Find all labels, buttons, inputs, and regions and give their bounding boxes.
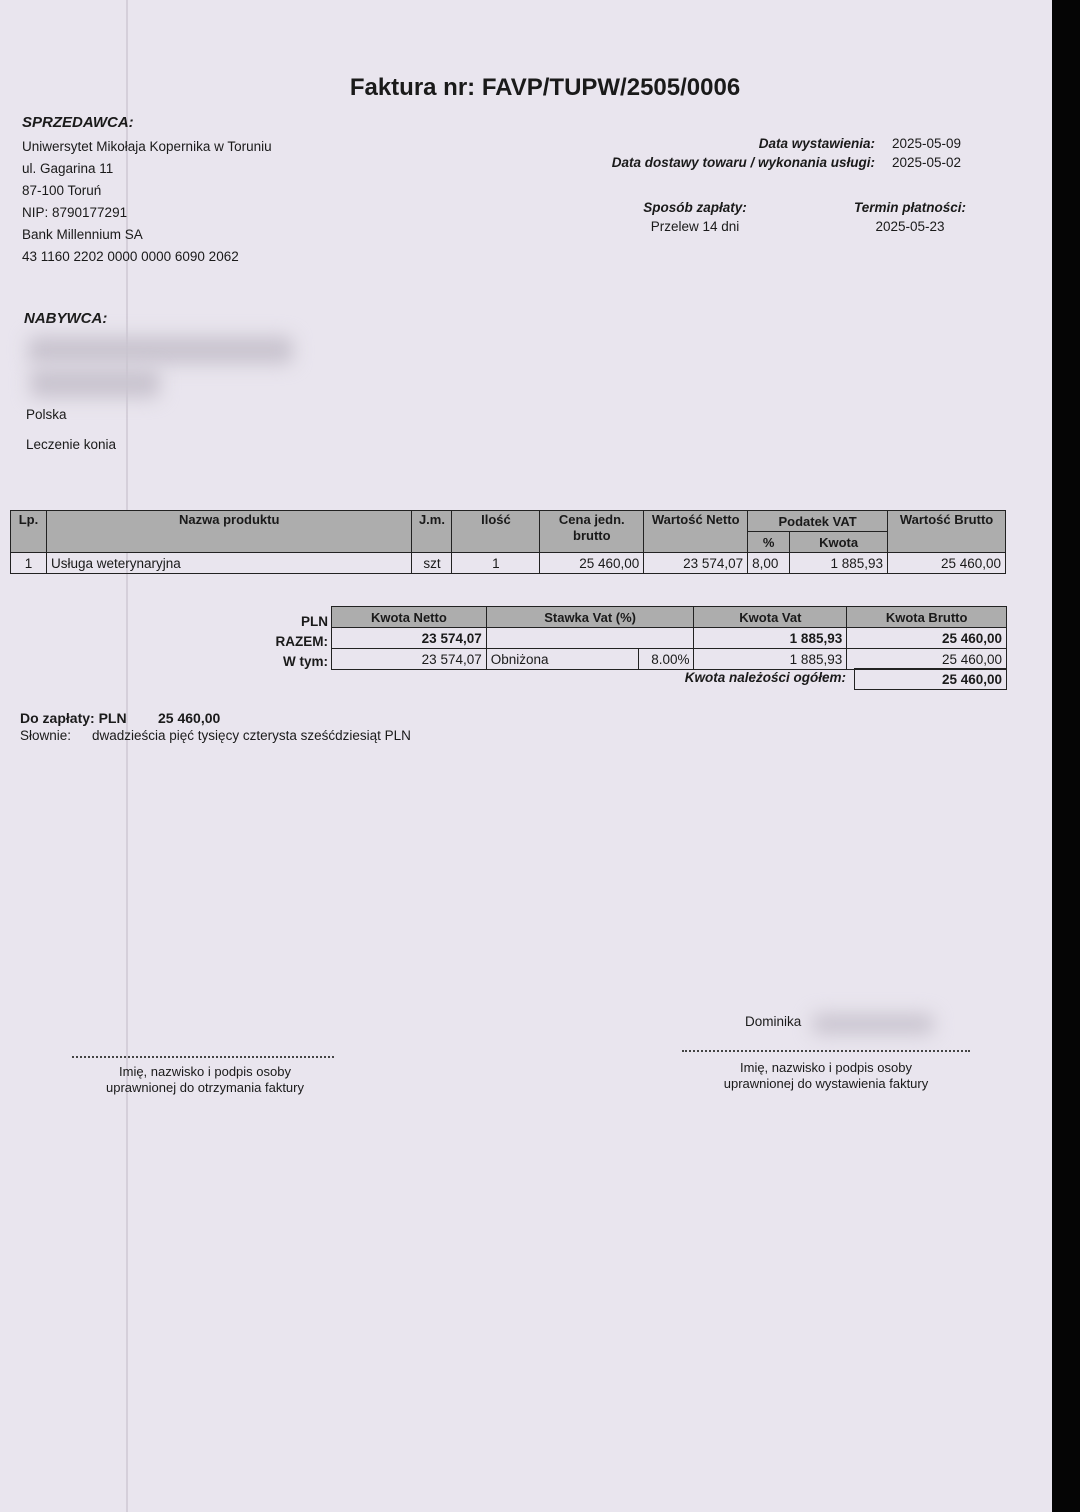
col-vat: Podatek VAT bbox=[748, 511, 888, 532]
receiver-signature-line bbox=[72, 1056, 334, 1058]
seller-block bbox=[22, 136, 352, 268]
issuer-signature-caption bbox=[680, 1060, 972, 1092]
summary-table bbox=[331, 606, 1007, 670]
payment-method-value: Przelew 14 dni bbox=[650, 219, 740, 234]
seller-city: 87-100 Toruń bbox=[22, 183, 102, 198]
summary-incl-rate-name: Obniżona bbox=[486, 649, 638, 670]
col-net: Wartość Netto bbox=[644, 511, 748, 553]
payment-method-label: Sposób zapłaty: bbox=[643, 200, 747, 215]
summary-total-gross: 25 460,00 bbox=[847, 628, 1007, 649]
buyer-country: Polska bbox=[26, 407, 67, 422]
summary-col-net: Kwota Netto bbox=[332, 607, 487, 628]
row-vat-amount: 1 885,93 bbox=[790, 553, 888, 574]
due-words: dwadzieścia pięć tysięcy czterysta sześćdziesiąt PLN bbox=[92, 728, 411, 743]
issuer-first-name: Dominika bbox=[745, 1014, 802, 1029]
summary-total-net: 23 574,07 bbox=[332, 628, 487, 649]
issue-date-value: 2025-05-09 bbox=[892, 136, 962, 151]
due-words-label: Słownie: bbox=[20, 728, 72, 743]
receiver-signature-caption bbox=[60, 1064, 350, 1096]
row-unit-price: 25 460,00 bbox=[540, 553, 644, 574]
issuer-signature-line bbox=[682, 1050, 970, 1052]
buyer-heading: NABYWCA: bbox=[24, 310, 108, 327]
row-unit: szt bbox=[412, 553, 452, 574]
issuer-caption-line-2: uprawnionej do wystawienia faktury bbox=[723, 1076, 929, 1091]
row-gross: 25 460,00 bbox=[888, 553, 1006, 574]
col-unit: J.m. bbox=[412, 511, 452, 553]
seller-name: Uniwersytet Mikołaja Kopernika w Toruniu bbox=[22, 139, 272, 154]
col-qty: Ilość bbox=[452, 511, 540, 553]
delivery-date-label: Data dostawy towaru / wykonania usługi: bbox=[611, 155, 875, 170]
payment-due-value: 2025-05-23 bbox=[875, 219, 945, 234]
dates-labels bbox=[520, 134, 875, 172]
col-unit-price: Cena jedn. brutto bbox=[540, 511, 644, 553]
summary-incl-vat: 1 885,93 bbox=[694, 649, 847, 670]
seller-nip: NIP: 8790177291 bbox=[22, 205, 128, 220]
receiver-caption-line-2: uprawnionej do otrzymania faktury bbox=[106, 1080, 304, 1095]
col-vat-pct: % bbox=[748, 532, 790, 553]
payment-due bbox=[815, 198, 1005, 236]
summary-total-vat: 1 885,93 bbox=[694, 628, 847, 649]
seller-street: ul. Gagarina 11 bbox=[22, 161, 114, 176]
grand-total-label: Kwota należości ogółem: bbox=[684, 670, 846, 685]
payment-method bbox=[600, 198, 790, 236]
summary-col-vat: Kwota Vat bbox=[694, 607, 847, 628]
redacted-buyer-name bbox=[28, 336, 293, 364]
summary-incl-rate-value: 8.00% bbox=[638, 649, 694, 670]
summary-col-gross: Kwota Brutto bbox=[847, 607, 1007, 628]
row-net: 23 574,07 bbox=[644, 553, 748, 574]
seller-heading: SPRZEDAWCA: bbox=[22, 114, 134, 131]
col-name: Nazwa produktu bbox=[46, 511, 411, 553]
col-gross: Wartość Brutto bbox=[888, 511, 1006, 553]
grand-total-box bbox=[854, 668, 1007, 690]
summary-labels bbox=[240, 612, 328, 672]
redacted-buyer-address bbox=[30, 368, 160, 398]
row-vat-pct: 8,00 bbox=[748, 553, 790, 574]
col-vat-amount: Kwota bbox=[790, 532, 888, 553]
receiver-caption-line-1: Imię, nazwisko i podpis osoby bbox=[119, 1064, 291, 1079]
seller-account: 43 1160 2202 0000 0000 6090 2062 bbox=[22, 249, 239, 264]
scan-dark-edge bbox=[1052, 0, 1080, 1512]
dates-values bbox=[892, 134, 961, 172]
row-qty: 1 bbox=[452, 553, 540, 574]
grand-total-value: 25 460,00 bbox=[855, 669, 1007, 690]
col-lp: Lp. bbox=[11, 511, 47, 553]
seller-bank: Bank Millennium SA bbox=[22, 227, 143, 242]
summary-incl-net: 23 574,07 bbox=[332, 649, 487, 670]
summary-total-label: RAZEM: bbox=[275, 634, 328, 649]
summary-total-rate bbox=[486, 628, 694, 649]
delivery-date-value: 2025-05-02 bbox=[892, 155, 962, 170]
summary-col-rate: Stawka Vat (%) bbox=[486, 607, 694, 628]
row-lp: 1 bbox=[11, 553, 47, 574]
items-table bbox=[10, 510, 1006, 574]
summary-currency: PLN bbox=[301, 614, 328, 629]
redacted-issuer-surname bbox=[812, 1014, 934, 1034]
issuer-caption-line-1: Imię, nazwisko i podpis osoby bbox=[740, 1060, 912, 1075]
summary-incl-gross: 25 460,00 bbox=[847, 649, 1007, 670]
issue-date-label: Data wystawienia: bbox=[758, 136, 875, 151]
row-name: Usługa weterynaryjna bbox=[46, 553, 411, 574]
payment-due-label: Termin płatności: bbox=[853, 200, 966, 215]
table-row bbox=[11, 553, 1006, 574]
due-label: Do zapłaty: PLN bbox=[20, 710, 127, 726]
summary-total-row bbox=[332, 628, 1007, 649]
due-amount: 25 460,00 bbox=[158, 710, 221, 726]
summary-incl-row bbox=[332, 649, 1007, 670]
buyer-note: Leczenie konia bbox=[26, 437, 117, 452]
summary-incl-label: W tym: bbox=[283, 654, 328, 669]
invoice-title: Faktura nr: FAVP/TUPW/2505/0006 bbox=[349, 74, 741, 101]
